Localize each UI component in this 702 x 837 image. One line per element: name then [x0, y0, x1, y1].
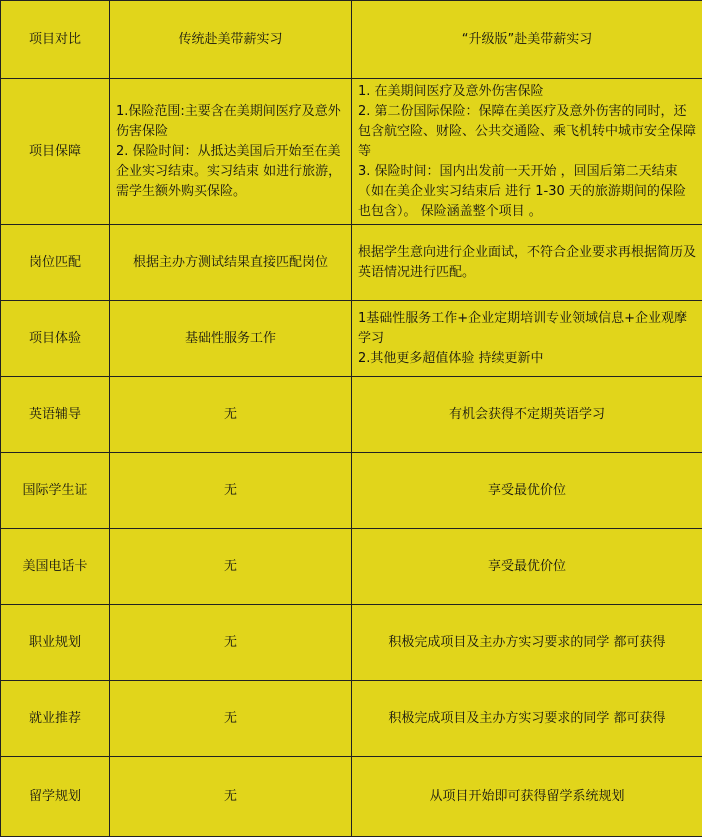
traditional-cell: 无 — [110, 377, 352, 453]
cell-line: 1基础性服务工作+企业定期培训专业领域信息+企业观摩学习 — [358, 309, 696, 349]
header-upgraded: “升级版”赴美带薪实习 — [352, 1, 702, 79]
table-row — [1, 605, 702, 681]
cell-line: 1.保险范围:主要含在美期间医疗及意外伤害保险 — [116, 102, 345, 142]
traditional-cell: 无 — [110, 453, 352, 529]
cell-line: 2. 保险时间：从抵达美国后开始至在美企业实习结束。实习结束 如进行旅游，需学生额外购买保险。 — [116, 142, 345, 202]
table-row — [1, 757, 702, 837]
table-row — [1, 529, 702, 605]
row-label: 项目保障 — [1, 79, 110, 225]
table-row — [1, 301, 702, 377]
upgraded-cell: 积极完成项目及主办方实习要求的同学 都可获得 — [352, 681, 702, 757]
cell-line: 3. 保险时间：国内出发前一天开始 ，回国后第二天结束（如在美企业实习结束后 进行 1-30 天的旅游期间的保险 也包含）。 保险涵盖整个项目 。 — [358, 162, 696, 222]
traditional-cell — [110, 79, 352, 225]
cell-line: 2. 第二份国际保险：保障在美医疗及意外伤害的同时，还包含航空险、财险、公共交通险、乘飞机转中城市安全保障等 — [358, 102, 696, 162]
table-row — [1, 377, 702, 453]
traditional-cell: 无 — [110, 605, 352, 681]
header-item-compare: 项目对比 — [1, 1, 110, 79]
upgraded-cell: 享受最优价位 — [352, 529, 702, 605]
row-label: 职业规划 — [1, 605, 110, 681]
row-label: 就业推荐 — [1, 681, 110, 757]
header-traditional: 传统赴美带薪实习 — [110, 1, 352, 79]
traditional-cell: 无 — [110, 529, 352, 605]
row-label: 美国电话卡 — [1, 529, 110, 605]
table-row — [1, 79, 702, 225]
row-label: 英语辅导 — [1, 377, 110, 453]
cell-line: 2.其他更多超值体验 持续更新中 — [358, 349, 696, 369]
row-label: 留学规划 — [1, 757, 110, 837]
traditional-cell: 根据主办方测试结果直接匹配岗位 — [110, 225, 352, 301]
table-row — [1, 225, 702, 301]
table-row — [1, 681, 702, 757]
table-row — [1, 453, 702, 529]
upgraded-cell: 积极完成项目及主办方实习要求的同学 都可获得 — [352, 605, 702, 681]
upgraded-cell: 有机会获得不定期英语学习 — [352, 377, 702, 453]
row-label: 项目体验 — [1, 301, 110, 377]
upgraded-cell: 根据学生意向进行企业面试，不符合企业要求再根据简历及英语情况进行匹配。 — [352, 225, 702, 301]
traditional-cell: 基础性服务工作 — [110, 301, 352, 377]
cell-line: 1. 在美期间医疗及意外伤害保险 — [358, 82, 696, 102]
traditional-cell: 无 — [110, 757, 352, 837]
traditional-cell: 无 — [110, 681, 352, 757]
upgraded-cell — [352, 79, 702, 225]
upgraded-cell: 从项目开始即可获得留学系统规划 — [352, 757, 702, 837]
row-label: 岗位匹配 — [1, 225, 110, 301]
upgraded-cell: 享受最优价位 — [352, 453, 702, 529]
header-row — [1, 1, 702, 79]
upgraded-cell — [352, 301, 702, 377]
row-label: 国际学生证 — [1, 453, 110, 529]
